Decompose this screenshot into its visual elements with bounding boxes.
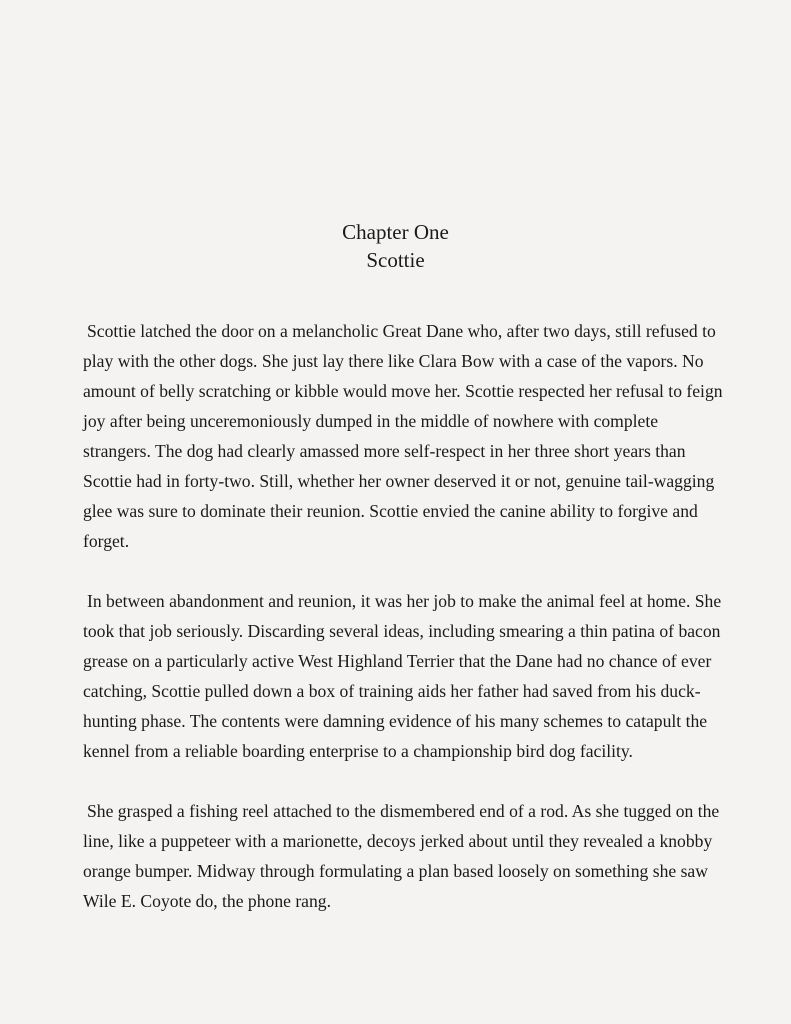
paragraph: Scottie latched the door on a melancholic Great Dane who, after two days, still refused to play with the other dogs. She just lay there like Clara Bow with a case of the vapors. No amount of belly scratching or kibble would move her. Scottie respected her refusal to feign joy after being unceremoniously dumped in the middle of nowhere with complete strangers. The dog had clearly amassed more self-respect in her three short years than Scottie had in forty-two. Still, whether her owner deserved it or not, genuine tail-wagging glee was sure to dominate their reunion. Scottie envied the canine ability to forgive and forget. (83, 321, 723, 551)
paragraph: She grasped a fishing reel attached to the dismembered end of a rod. As she tugged on the line, like a puppeteer with a marionette, decoys jerked about until they revealed a knobby orange bumper. Midway through formulating a plan based loosely on something she saw Wile E. Coyote do, the phone rang. (83, 801, 720, 911)
chapter-subtitle: Scottie (366, 248, 425, 272)
chapter-body (83, 316, 723, 916)
chapter-title: Chapter One (342, 220, 449, 244)
chapter-heading (0, 218, 791, 274)
paragraph: In between abandonment and reunion, it was her job to make the animal feel at home. She took that job seriously. Discarding several ideas, including smearing a thin patina of bacon grease on a particularly active West Highland Terrier that the Dane had no chance of ever catching, Scottie pulled down a box of training aids her father had saved from his duck-hunting phase. The contents were damning evidence of his many schemes to catapult the kennel from a reliable boarding enterprise to a championship bird dog facility. (83, 591, 722, 761)
